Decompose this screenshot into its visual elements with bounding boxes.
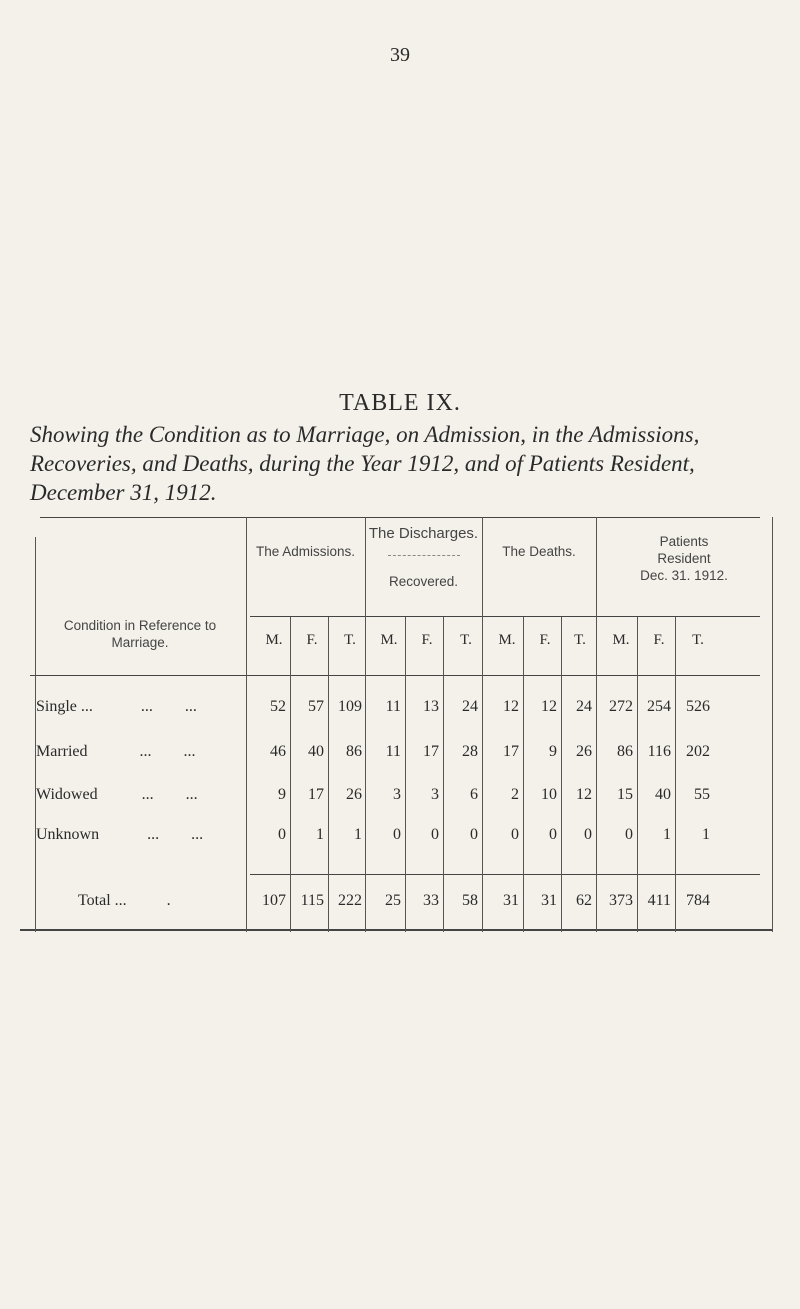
sub-header: M.	[265, 632, 283, 648]
table-cell: 109	[338, 698, 362, 715]
deaths-header: The Deaths.	[502, 544, 576, 559]
table-cell: 10	[541, 786, 557, 803]
row-label: Unknown ... ...	[36, 826, 204, 843]
table-cell: 12	[576, 786, 592, 803]
sub-divider	[290, 617, 291, 932]
table-cell: 57	[308, 698, 324, 715]
sub-divider	[675, 617, 676, 932]
table-cell: 86	[617, 743, 633, 760]
resident-header-line2: Resident	[657, 551, 711, 566]
table-cell: 0	[625, 826, 633, 843]
table-cell: 0	[393, 826, 401, 843]
table-cell: 11	[385, 698, 401, 715]
table-cell: 26	[346, 786, 362, 803]
group-divider	[246, 517, 247, 932]
table-cell: 116	[647, 743, 671, 760]
sub-header: T.	[344, 632, 356, 648]
table-cell: 17	[308, 786, 324, 803]
table-cell: 202	[686, 743, 710, 760]
total-top-rule	[250, 874, 760, 875]
table-cell: 15	[617, 786, 633, 803]
table-cell: 62	[576, 892, 592, 909]
resident-header-line1: Patients	[659, 534, 709, 549]
sub-header: F.	[421, 632, 433, 648]
table-cell: 46	[270, 743, 286, 760]
table-cell: 17	[423, 743, 439, 760]
table-cell: 0	[470, 826, 478, 843]
discharges-header: The Discharges.	[368, 525, 479, 542]
table-cell: 24	[576, 698, 592, 715]
table-cell: 107	[262, 892, 286, 909]
table-cell: 28	[462, 743, 478, 760]
table-cell: 40	[655, 786, 671, 803]
resident-header-line3: Dec. 31. 1912.	[640, 568, 728, 583]
sub-header: F.	[539, 632, 551, 648]
sub-divider	[523, 617, 524, 932]
table-cell: 17	[503, 743, 519, 760]
table-cell: 0	[584, 826, 592, 843]
table-cell: 0	[431, 826, 439, 843]
row-label: Married ... ...	[36, 743, 196, 760]
table-cell: 12	[541, 698, 557, 715]
sub-header: T.	[692, 632, 704, 648]
table-cell: 2	[511, 786, 519, 803]
table-cell: 373	[609, 892, 633, 909]
row-header: Condition in Reference to Marriage.	[63, 618, 217, 650]
subheader-rule	[250, 616, 760, 617]
table-cell: 784	[686, 892, 710, 909]
row-label: Widowed ... ...	[36, 786, 198, 803]
sub-header: M.	[612, 632, 630, 648]
sub-divider	[443, 617, 444, 932]
left-border	[35, 537, 36, 932]
admissions-header: The Admissions.	[255, 544, 356, 559]
table-cell: 52	[270, 698, 286, 715]
table-cell: 1	[316, 826, 324, 843]
page-number: 39	[390, 44, 410, 66]
table-title: TABLE IX.	[339, 390, 461, 416]
table-cell: 25	[385, 892, 401, 909]
table-cell: 1	[354, 826, 362, 843]
table-cell: 9	[549, 743, 557, 760]
header-bottom-rule	[30, 675, 760, 676]
table-cell: 3	[393, 786, 401, 803]
table-subtitle: Showing the Condition as to Marriage, on Admission, in the Admissions, Recoveries, and Deaths, during the Year 1912, and of Patients Resident, December 31, 1912.	[30, 422, 700, 505]
table-cell: 86	[346, 743, 362, 760]
table-cell: 0	[549, 826, 557, 843]
table-cell: 272	[609, 698, 633, 715]
table-cell: 222	[338, 892, 362, 909]
table-cell: 115	[300, 892, 324, 909]
sub-header: M.	[498, 632, 516, 648]
sub-header: M.	[380, 632, 398, 648]
row-label: Single ... ... ...	[36, 698, 197, 715]
table-cell: 26	[576, 743, 592, 760]
table-cell: 58	[462, 892, 478, 909]
table-cell: 1	[663, 826, 671, 843]
table-cell: 24	[462, 698, 478, 715]
sub-header: T.	[574, 632, 586, 648]
table-cell: 411	[647, 892, 671, 909]
right-border	[772, 517, 773, 932]
discharges-dash-line	[388, 555, 460, 556]
table-cell: 0	[278, 826, 286, 843]
sub-divider	[328, 617, 329, 932]
table-cell: 3	[431, 786, 439, 803]
recovered-header: Recovered.	[388, 574, 459, 589]
bottom-rule	[20, 929, 772, 931]
table-cell: 6	[470, 786, 478, 803]
table-cell: 13	[423, 698, 439, 715]
table-cell: 11	[385, 743, 401, 760]
table-cell: 1	[702, 826, 710, 843]
group-divider	[482, 517, 483, 932]
table-cell: 55	[694, 786, 710, 803]
top-rule	[40, 517, 760, 518]
table-cell: 9	[278, 786, 286, 803]
sub-header: F.	[653, 632, 665, 648]
sub-divider	[405, 617, 406, 932]
table-cell: 31	[503, 892, 519, 909]
table-cell: 254	[647, 698, 671, 715]
row-label: Total ... .	[78, 892, 171, 909]
table-cell: 33	[423, 892, 439, 909]
table-cell: 40	[308, 743, 324, 760]
table-cell: 0	[511, 826, 519, 843]
table-cell: 526	[686, 698, 710, 715]
marriage-condition-table	[20, 517, 795, 1047]
sub-divider	[637, 617, 638, 932]
sub-divider	[561, 617, 562, 932]
table-cell: 31	[541, 892, 557, 909]
sub-header: T.	[460, 632, 472, 648]
sub-header: F.	[306, 632, 318, 648]
table-cell: 12	[503, 698, 519, 715]
